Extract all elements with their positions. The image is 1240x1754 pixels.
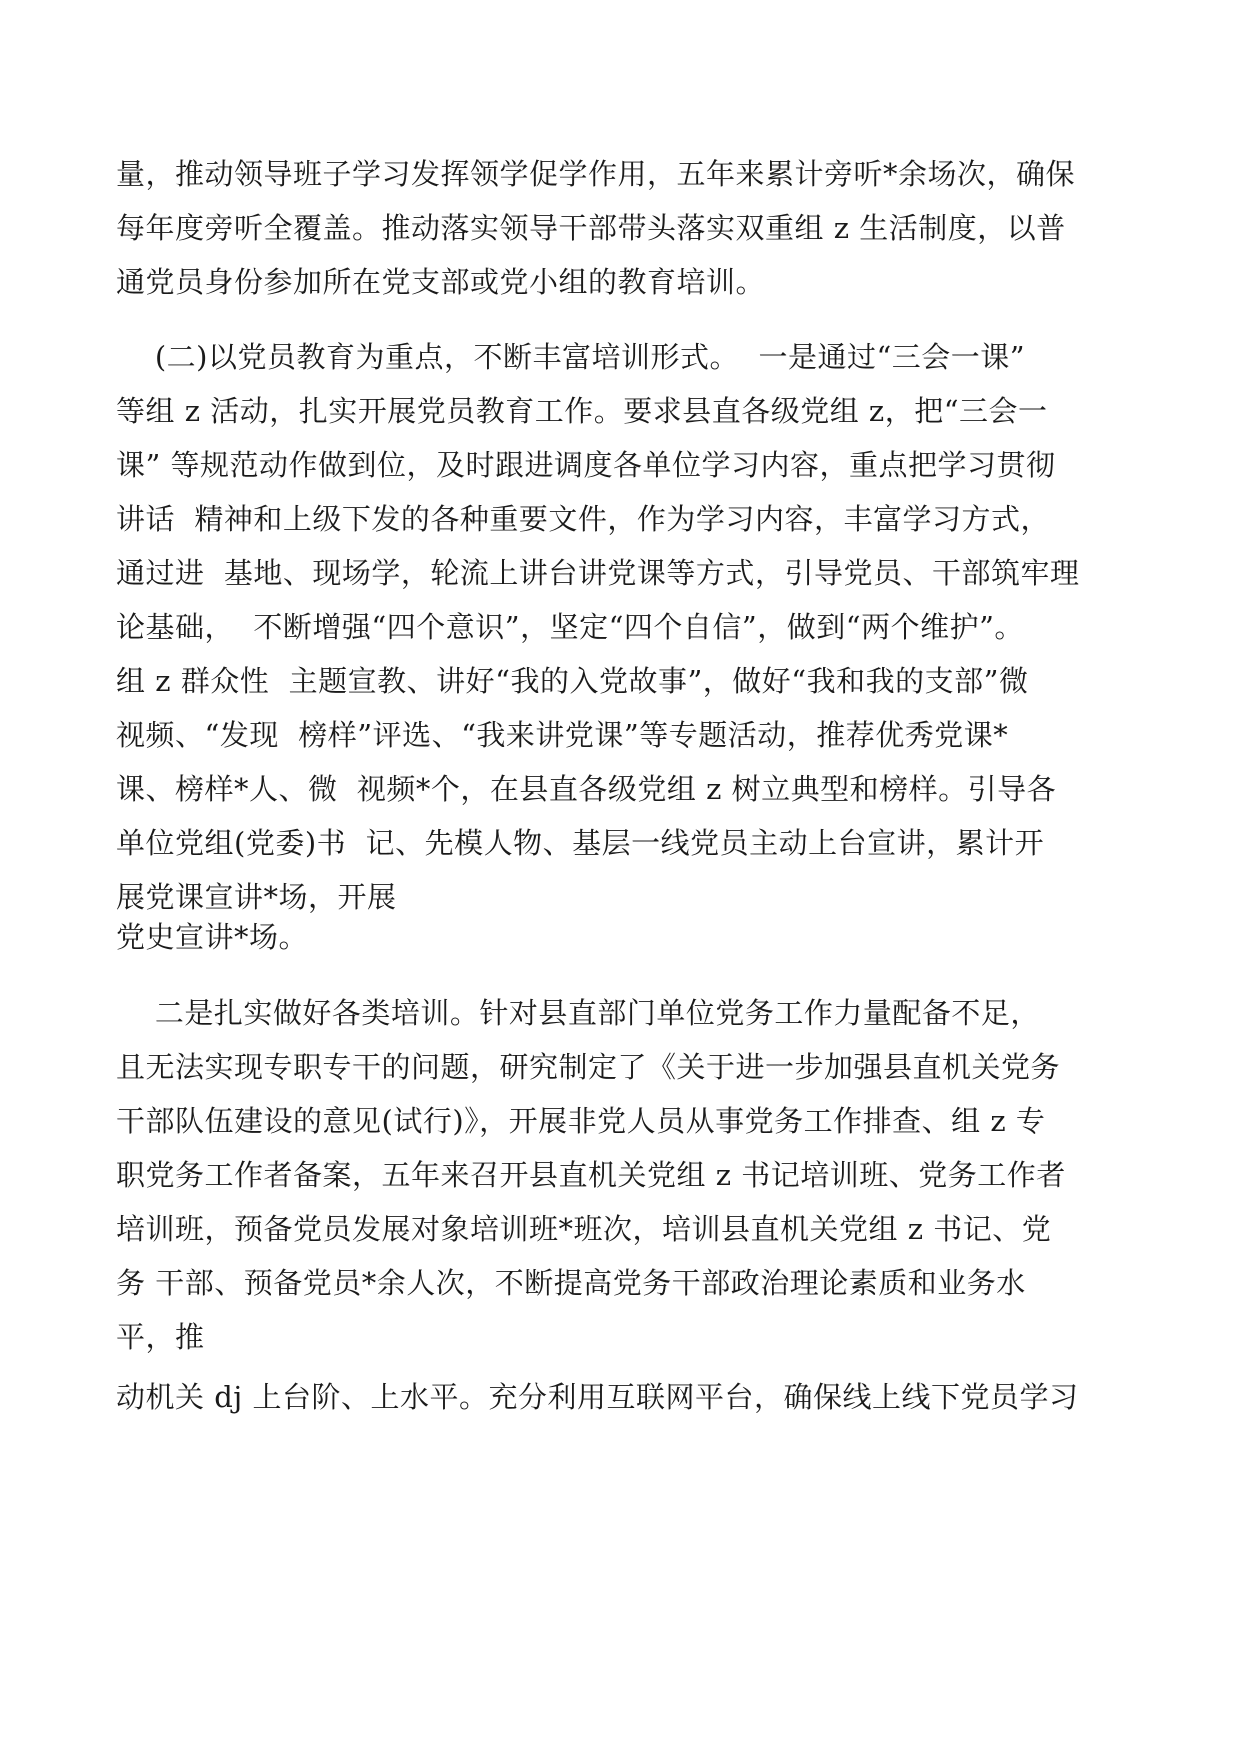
text-line: 量，推动领导班子学习发挥领学促学作用，五年来累计旁听*余场次，确保	[116, 157, 1076, 191]
text-line: 每年度旁听全覆盖。推动落实领导干部带头落实双重组 z 生活制度，以普	[116, 211, 1066, 245]
text-line: 务 干部、预备党员*余人次，不断提高党务干部政治理论素质和业务水	[116, 1266, 1026, 1300]
paragraph-heading-line: (二)以党员教育为重点，不断丰富培训形式。 一是通过“三会一课”	[116, 340, 1026, 374]
text-line: 组 z 群众性 主题宣教、讲好“我的入党故事”，做好“我和我的支部”微	[116, 664, 1029, 698]
text-line: 动机关 dj 上台阶、上水平。充分利用互联网平台，确保线上线下党员学习	[116, 1380, 1079, 1414]
text-line: 论基础， 不断增强“四个意识”，坚定“四个自信”，做到“两个维护”。	[116, 610, 1024, 644]
text-line: 课” 等规范动作做到位，及时跟进调度各单位学习内容，重点把学习贯彻	[116, 448, 1056, 482]
text-line: 课、榜样*人、微 视频*个，在县直各级党组 z 树立典型和榜样。引导各	[116, 772, 1057, 806]
text-line: 职党务工作者备案，五年来召开县直机关党组 z 书记培训班、党务工作者	[116, 1158, 1066, 1192]
text-line: 且无法实现专职专干的问题，研究制定了《关于进一步加强县直机关党务	[116, 1050, 1061, 1084]
text-line: 平，推	[116, 1320, 205, 1354]
text-line: 等组 z 活动，扎实开展党员教育工作。要求县直各级党组 z，把“三会一	[116, 394, 1048, 428]
text-line: 视频、“发现 榜样”评选、“我来讲党课”等专题活动，推荐优秀党课*	[116, 718, 1009, 752]
text-line: 通党员身份参加所在党支部或党小组的教育培训。	[116, 265, 766, 299]
paragraph-start-line: 二是扎实做好各类培训。针对县直部门单位党务工作力量配备不足，	[116, 996, 1040, 1030]
text-line: 通过进 基地、现场学，轮流上讲台讲党课等方式，引导党员、干部筑牢理	[116, 556, 1080, 590]
text-line: 干部队伍建设的意见(试行)》，开展非党人员从事党务工作排查、组 z 专	[116, 1104, 1046, 1138]
text-line: 党史宣讲*场。	[116, 920, 309, 954]
text-line: 讲话 精神和上级下发的各种重要文件，作为学习内容，丰富学习方式，	[116, 502, 1050, 536]
text-line: 展党课宣讲*场，开展	[116, 880, 397, 914]
text-line: 培训班，预备党员发展对象培训班*班次，培训县直机关党组 z 书记、党	[116, 1212, 1052, 1246]
text-line: 单位党组(党委)书 记、先模人物、基层一线党员主动上台宣讲，累计开	[116, 826, 1045, 860]
